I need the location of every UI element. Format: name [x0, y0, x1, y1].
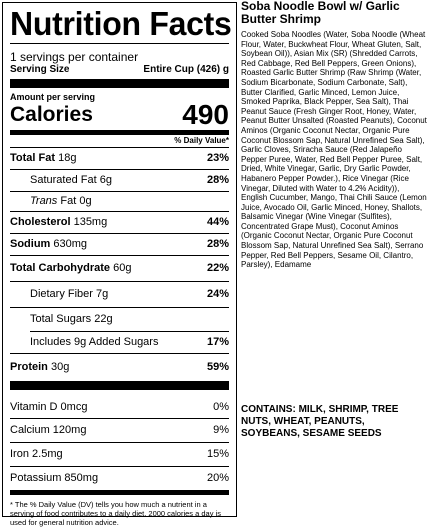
nutrient-row-total-carbohydrate: Total Carbohydrate 60g 22%	[10, 255, 229, 281]
allergen-statement: CONTAINS: MILK, SHRIMP, TREE NUTS, WHEAT, PEANUTS, SOYBEANS, SESAME SEEDS	[241, 404, 399, 439]
serving-size-row	[10, 64, 229, 76]
nutrient-row-dietary-fiber: Dietary Fiber 7g 24%	[10, 281, 229, 307]
added-sugars-pct: 17%	[206, 336, 229, 348]
daily-value-header: % Daily Value*	[174, 136, 229, 145]
vitamin-row-calcium: Calcium 120mg 9%	[10, 418, 229, 442]
product-title: Soba Noodle Bowl w/ Garlic Butter Shrimp	[241, 0, 400, 26]
total-fat-pct: 23%	[206, 152, 229, 164]
daily-value-footnote: * The % Daily Value (DV) tells you how much a nutrient in a serving of food contributes to a daily diet. 2000 calories a day is used for general nutrition advice.	[10, 500, 221, 527]
vitamin-row-potassium: Potassium 850mg 20%	[10, 466, 229, 490]
total-carb-pct: 22%	[206, 262, 229, 274]
servings-per-container: 1 servings per container	[10, 50, 139, 64]
sodium-pct: 28%	[206, 238, 229, 250]
calories-value: 490	[182, 99, 229, 130]
vitamin-row-vitamin-d: Vitamin D 0mcg 0%	[10, 400, 229, 413]
ingredients-list: Cooked Soba Noodles (Water, Soba Noodle (Wheat Flour, Water, Buckwheat Flour, Wheat Gluten, Salt, Soybean Oil)), Asian Mix (SR) (Shredded Carrots, Red Cabbage, Red Bell Peppers, Green Onions), Roasted Garlic Butter Shrimp (Raw Shrimp (Water, Sodium Bicarbonate, Sodium Carbonate, Salt), Butter Clarified, Garlic Minced, Lemon Juice, Smoked Paprika, Black Pepper, Sea Salt), Thai Peanut Sauce (Fresh Ginger Root, Honey, Water, Peanut Butter Unsalted (Roasted Peanuts), Coconut Aminos (Organic Coconut Nectar, Organic Pure Coconut Blossom Sap, Natural Unrefined Sea Salt), Garlic Cloves, Sriracha Sauce (Red Jalapeño Pepper Puree, Water, Red Bell Pepper Puree, Salt, Dried, White Vinegar, Garlic, Dry Garlic Powder, Habanero Pepper Powder.), Rice Vinegar (Rice Vinegar, Diluted with Water to 4.2% Acidity)), English Cucumber, Mango, Thai Chili Sauce (Lemon Juice, Avocado Oil, Garlic Minced, Honey, Shallots, Balsamic Vinegar (Wine Vinegar (Sulfites), Concentrated Grape Must), Coconut Aminos (Organic Coconut Nectar, Organic Pure Coconut Blossom Sap, Natural Unrefined Sea Salt), Serrano Pepper, Red Bell Peppers, Sesame Oil, Cilantro, Parsley), Edamame	[241, 30, 427, 270]
nutrient-row-total-sugars: Total Sugars 22g	[10, 307, 229, 331]
saturated-fat-pct: 28%	[206, 174, 229, 186]
product-info	[241, 0, 427, 270]
nutrient-row-trans-fat: Trans Fat 0g	[10, 191, 229, 211]
dietary-fiber-pct: 24%	[206, 288, 229, 300]
serving-size-label: Serving Size	[10, 64, 70, 75]
label-title: Nutrition Facts	[10, 5, 232, 42]
nutrient-row-sodium: Sodium 630mg 28%	[10, 233, 229, 255]
calories-row	[10, 99, 229, 130]
nutrient-row-saturated-fat: Saturated Fat 6g 28%	[10, 169, 229, 191]
nutrient-row-cholesterol: Cholesterol 135mg 44%	[10, 211, 229, 233]
nutrient-row-added-sugars: Includes 9g Added Sugars 17%	[30, 331, 229, 353]
cholesterol-pct: 44%	[206, 216, 229, 228]
nutrient-row-total-fat: Total Fat 18g 23%	[10, 147, 229, 169]
nutrition-facts-label	[2, 2, 237, 527]
calories-label: Calories	[10, 103, 93, 126]
serving-size-value: Entire Cup (426) g	[143, 64, 229, 75]
nutrient-row-protein: Protein 30g 59%	[10, 353, 229, 381]
amount-per-serving: Amount per serving	[10, 92, 96, 102]
vitamin-row-iron: Iron 2.5mg 15%	[10, 442, 229, 466]
protein-pct: 59%	[206, 361, 229, 373]
